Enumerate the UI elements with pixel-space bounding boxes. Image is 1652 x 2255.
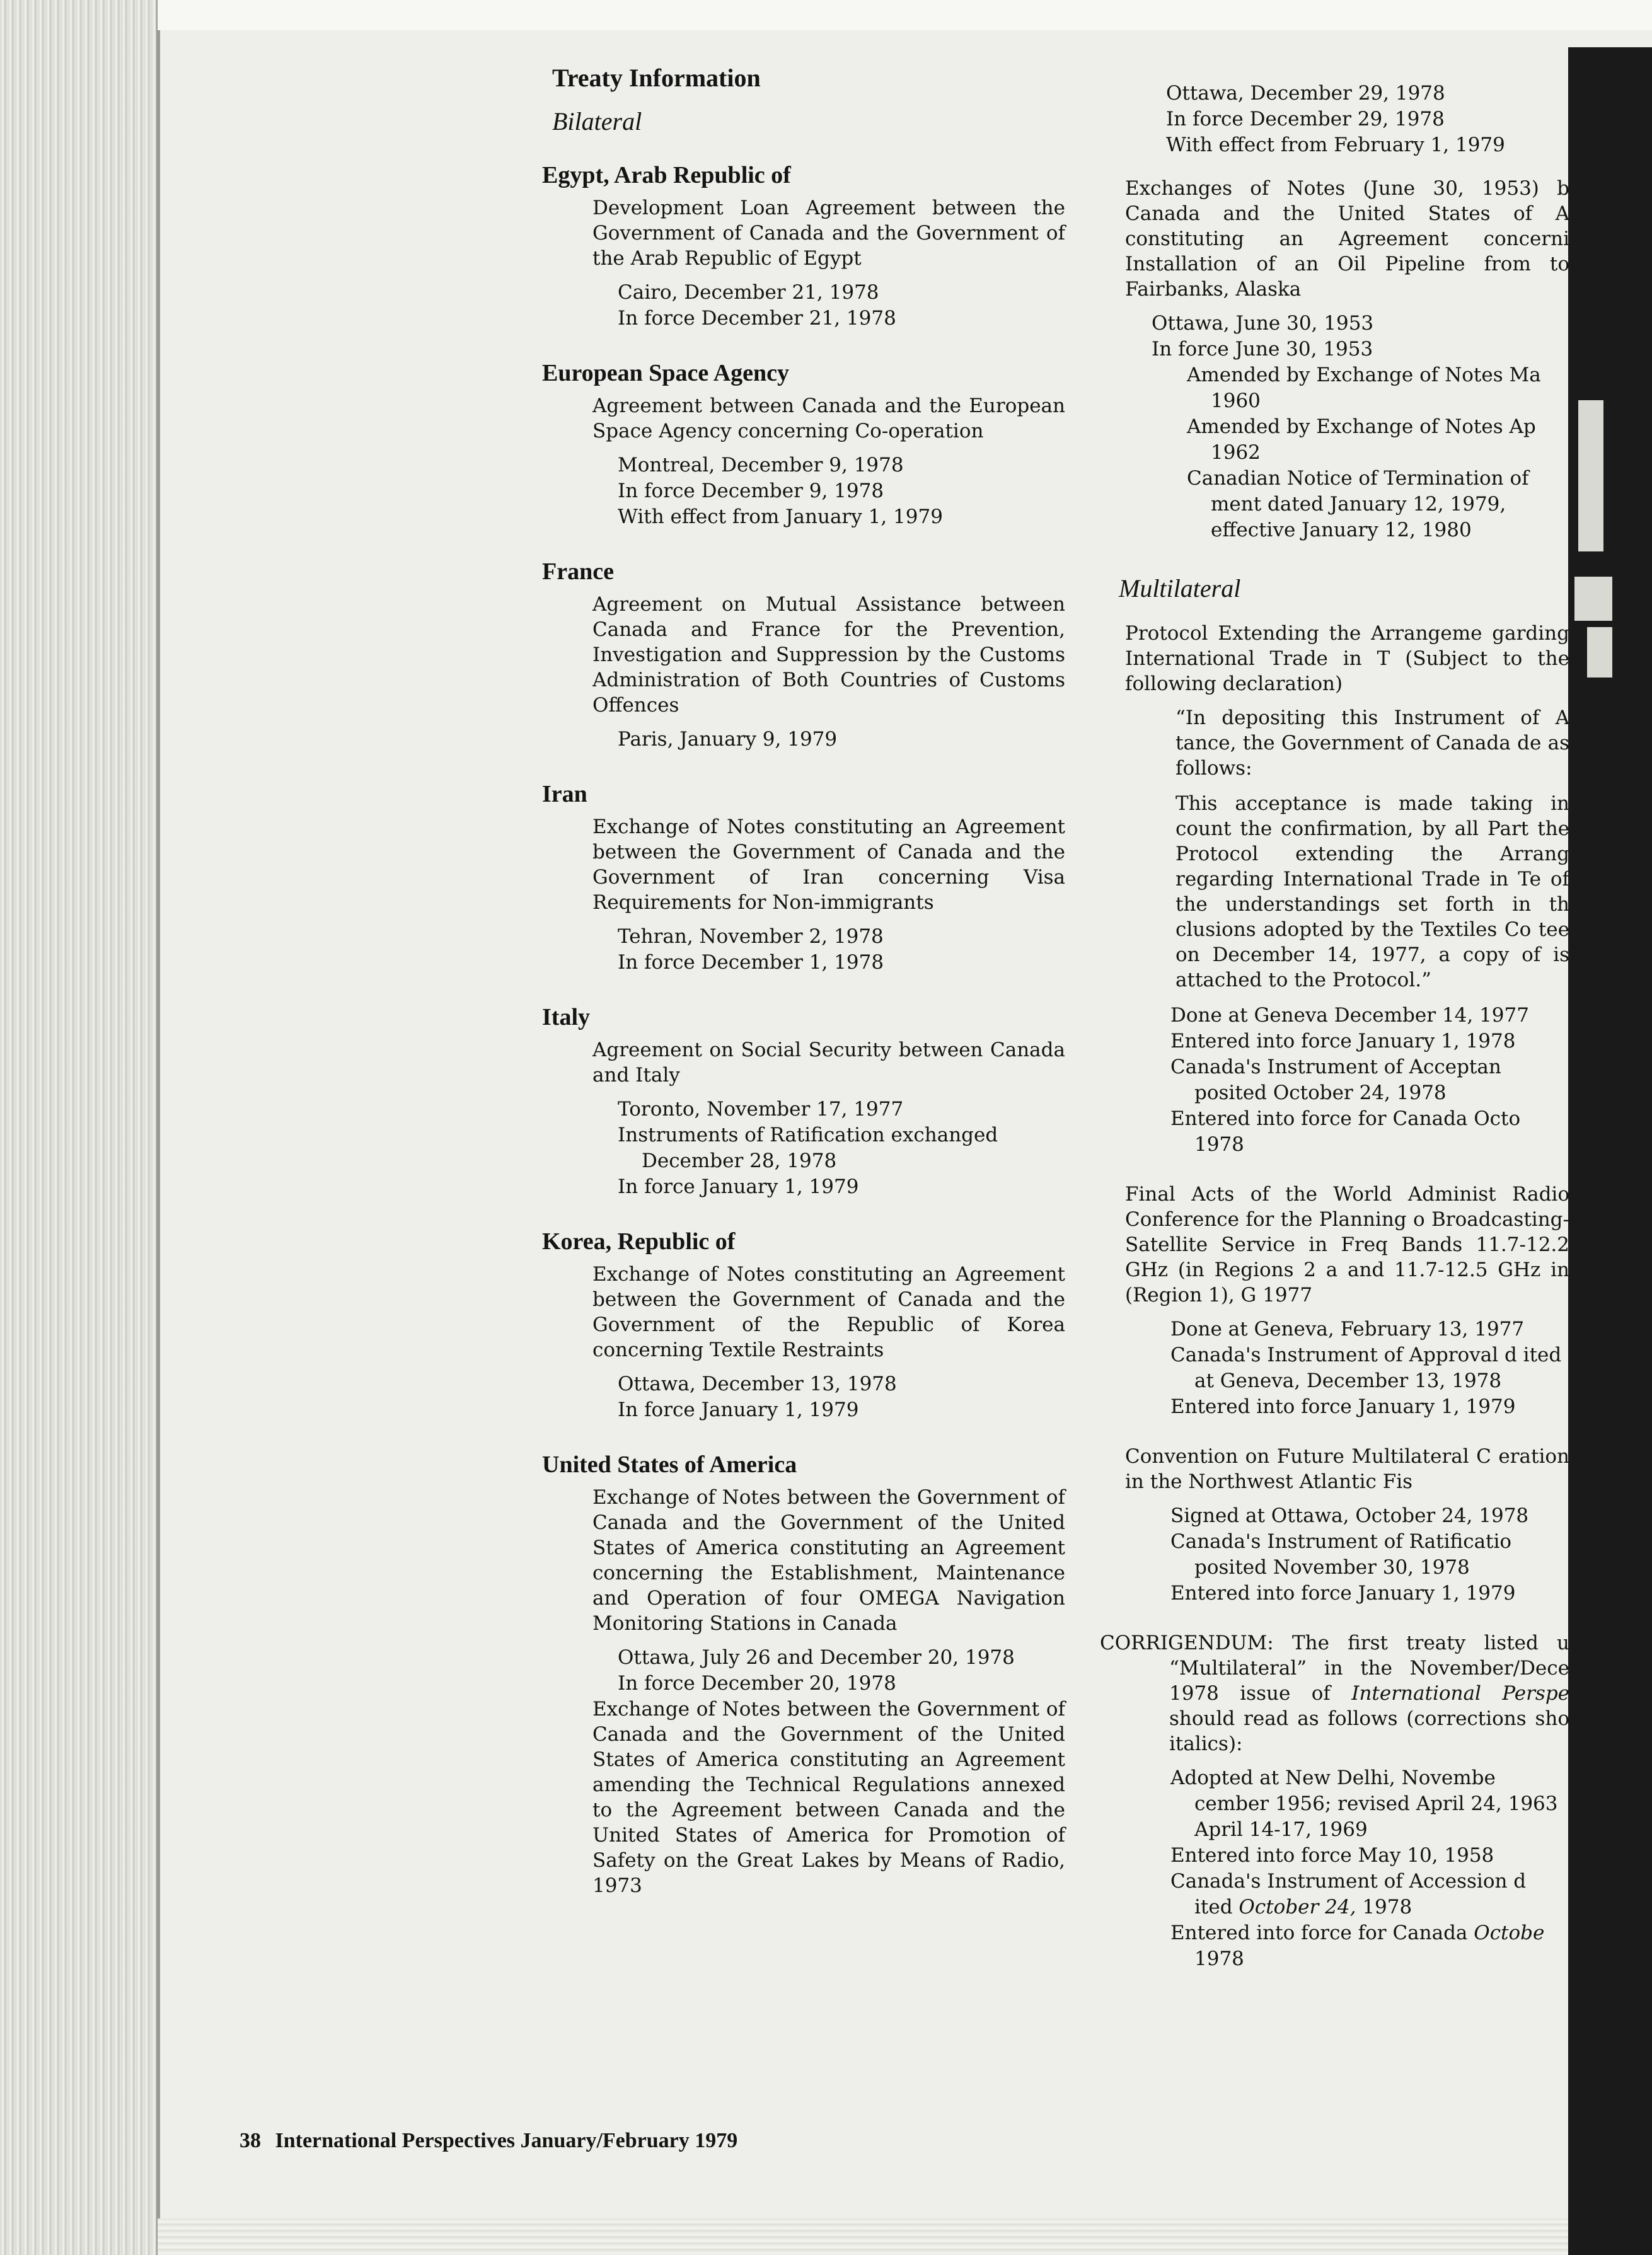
treaty-details <box>618 1097 1078 1200</box>
declaration-text: This acceptance is made taking in count the confirmation, by all Part the Protocol extending the Arrang regarding International Trade in Te of the understandings set forth in th clusions adopted by the Textiles Co tee on December 14, 1977, a copy of is attached to the Protocol.” <box>1175 792 1569 991</box>
detail-line: Canada's Instrument of Acceptan posited October 24, 1978 <box>1170 1056 1501 1104</box>
detail-line: Entered into force January 1, 1979 <box>1170 1395 1516 1418</box>
detail-line: In force January 1, 1979 <box>618 1175 859 1198</box>
treaty-amendments <box>1187 362 1569 543</box>
country-group <box>529 1003 1078 1200</box>
treaty-text: Development Loan Agreement between the Government of Canada and the Government of the Arab Republic of Egypt <box>592 197 1065 270</box>
detail-line: Entered into force for Canada Octo 1978 <box>1170 1107 1521 1156</box>
multilateral-treaty <box>1100 621 1569 1158</box>
treaty-text: Final Acts of the World Administ Radio Conference for the Planning o Broadcasting-Satellite Service in Freq Bands 11.7-12.2 GHz (in Regions 2 a and 11.7-12.5 GHz in (Region 1), G 1977 <box>1125 1183 1569 1306</box>
detail-line: Montreal, December 9, 1978 <box>618 454 904 476</box>
treaty-text: Agreement on Mutual Assistance between Canada and France for the Prevention, Investigation and Suppression by the Customs Administration of Both Countries of Customs Offences <box>592 593 1065 717</box>
detail-line: In force December 20, 1978 <box>618 1672 896 1695</box>
detail-line: Entered into force January 1, 1979 <box>1170 1582 1516 1605</box>
right-column <box>1100 81 1569 1972</box>
country-name: United States of America <box>542 1451 797 1478</box>
multilateral-list <box>1100 621 1569 1606</box>
detail-text: 1978 <box>1356 1896 1412 1918</box>
detail-text: Adopted at New Delhi, Novembe cember 1956; revised April 24, 1963 April 14-17, 1969 <box>1170 1767 1558 1841</box>
detail-line <box>1170 1765 1569 1843</box>
detail-line: Ottawa, December 13, 1978 <box>618 1373 897 1395</box>
treaty-text: Protocol Extending the Arrangeme garding International Trade in T (Subject to the following declaration) <box>1125 622 1569 695</box>
treaty-details <box>618 727 1078 753</box>
detail-line: Ottawa, June 30, 1953 <box>1152 312 1374 335</box>
country-name: Italy <box>542 1004 590 1030</box>
detail-line: Tehran, November 2, 1978 <box>618 925 884 948</box>
treaty-details <box>618 924 1078 976</box>
detail-text: 1978 <box>1194 1947 1244 1970</box>
page-top-edge <box>158 0 1652 30</box>
detail-line: In force December 9, 1978 <box>618 480 884 502</box>
bilateral-heading: Bilateral <box>552 107 642 136</box>
detail-line <box>1170 1920 1569 1972</box>
treaty-text: Exchange of Notes between the Government of Canada and the Government of the United States of America constituting an Agreement amending the Technical Regulations annexed to the Agreement between Canada and the United States of America for Promotion of Safety on the Great Lakes by Means of Radio, 1973 <box>592 1698 1065 1897</box>
detail-line: Amended by Exchange of Notes Ma 1960 <box>1187 364 1541 412</box>
treaty-details <box>1170 1503 1569 1606</box>
detail-line <box>1170 1843 1569 1869</box>
detail-correction: October 24, <box>1239 1896 1356 1918</box>
detail-line: Toronto, November 17, 1977 <box>618 1098 904 1121</box>
country-name: European Space Agency <box>542 360 790 386</box>
section-title: Treaty Information <box>552 64 761 92</box>
country-name: Iran <box>542 781 587 807</box>
page-number: 38 <box>240 2129 261 2152</box>
treaty-details <box>618 453 1078 530</box>
detail-line: Ottawa, July 26 and December 20, 1978 <box>618 1646 1015 1669</box>
detail-line: In force December 1, 1978 <box>618 951 884 974</box>
detail-text: Entered into force for Canada <box>1170 1922 1474 1944</box>
bilateral-list <box>529 161 1078 1898</box>
corrigendum-details <box>1170 1765 1569 1972</box>
treaty-text: Exchange of Notes constituting an Agreement between the Government of Canada and the Government of the Republic of Korea concerning Textile Restraints <box>592 1263 1065 1361</box>
facing-page-bleed <box>1568 47 1652 2255</box>
treaty-text: Agreement between Canada and the European Space Agency concerning Co-operation <box>592 395 1065 442</box>
oil-pipeline-treaty <box>1100 176 1569 543</box>
country-name: France <box>542 558 614 585</box>
detail-correction: Octobe <box>1474 1922 1545 1944</box>
treaty-text: Exchange of Notes constituting an Agreement between the Government of Canada and the Government of Iran concerning Visa Requirements for Non-immigrants <box>592 816 1065 914</box>
left-column <box>529 63 1078 1926</box>
treaty-text: Exchanges of Notes (June 30, 1953) b Canada and the United States of A constituting an Agreement concerni Installation of an Oil Pipeline from to Fairbanks, Alaska <box>1125 177 1569 301</box>
detail-line: Amended by Exchange of Notes Ap 1962 <box>1187 415 1536 464</box>
corrigendum-text-end: should read as follows (corrections sho italics): <box>1169 1707 1569 1755</box>
detail-line: In force January 1, 1979 <box>618 1399 859 1421</box>
treaty-details <box>618 1645 1078 1697</box>
multilateral-treaty <box>1100 1182 1569 1420</box>
country-group <box>529 558 1078 753</box>
corrigendum-italic: International Perspe <box>1351 1682 1570 1705</box>
treaty-text: Convention on Future Multilateral C eration in the Northwest Atlantic Fis <box>1125 1445 1569 1493</box>
spine-edge <box>156 0 160 2255</box>
country-group <box>529 1451 1078 1898</box>
treaty-text: Agreement on Social Security between Canada and Italy <box>592 1039 1065 1087</box>
page-footer <box>240 2129 737 2153</box>
book-spine <box>0 0 158 2255</box>
detail-line: With effect from February 1, 1979 <box>1166 134 1505 156</box>
multilateral-heading: Multilateral <box>1119 574 1241 603</box>
corrigendum <box>1100 1630 1569 1756</box>
detail-line: Done at Geneva, February 13, 1977 <box>1170 1318 1525 1341</box>
treaty-details <box>1152 311 1569 362</box>
detail-line: Paris, January 9, 1979 <box>618 728 838 751</box>
detail-line: Cairo, December 21, 1978 <box>618 281 879 304</box>
treaty-details <box>1170 1003 1569 1158</box>
continued-details <box>1166 81 1569 158</box>
country-name: Korea, Republic of <box>542 1228 736 1255</box>
corrigendum-text: The first treaty listed u “Multilateral” in the November/Dece 1978 issue of <box>1169 1632 1569 1705</box>
treaty-details <box>1170 1317 1569 1420</box>
detail-line: Canadian Notice of Termination of ment dated January 12, 1979, effective January 12, 1980 <box>1187 467 1529 541</box>
detail-line: Signed at Ottawa, October 24, 1978 <box>1170 1504 1529 1527</box>
country-name: Egypt, Arab Republic of <box>542 162 791 188</box>
treaty-text: Exchange of Notes between the Government of Canada and the Government of the United States of America constituting an Agreement concerning the Establishment, Maintenance and Operation of four OMEGA Navigation Monitoring Stations in Canada <box>592 1486 1065 1635</box>
detail-line: In force June 30, 1953 <box>1152 338 1373 360</box>
detail-line: With effect from January 1, 1979 <box>618 505 943 528</box>
declaration-text: “In depositing this Instrument of A tance, the Government of Canada de as follows: <box>1175 706 1569 780</box>
country-group <box>529 780 1078 976</box>
treaty-details <box>618 1371 1078 1423</box>
country-group <box>529 161 1078 332</box>
detail-line: Entered into force January 1, 1978 <box>1170 1030 1516 1053</box>
treaty-details <box>618 280 1078 332</box>
corrigendum-label: CORRIGENDUM: <box>1100 1632 1274 1654</box>
detail-text: Canada's Instrument of Accession d ited <box>1170 1870 1527 1918</box>
detail-line <box>1170 1869 1569 1920</box>
detail-text: Entered into force May 10, 1958 <box>1170 1844 1494 1867</box>
country-group <box>529 359 1078 530</box>
page-bottom-edge <box>158 2218 1568 2255</box>
detail-line: Instruments of Ratification exchanged December 28, 1978 <box>618 1124 998 1172</box>
country-group <box>529 1228 1078 1423</box>
detail-line: In force December 21, 1978 <box>618 307 896 330</box>
detail-line: Canada's Instrument of Ratificatio posited November 30, 1978 <box>1170 1530 1512 1579</box>
detail-line: Canada's Instrument of Approval d ited at Geneva, December 13, 1978 <box>1170 1344 1562 1392</box>
multilateral-treaty <box>1100 1444 1569 1606</box>
detail-line: In force December 29, 1978 <box>1166 108 1445 130</box>
footer-title: International Perspectives January/February 1979 <box>275 2129 738 2152</box>
detail-line: Ottawa, December 29, 1978 <box>1166 82 1445 105</box>
detail-line: Done at Geneva December 14, 1977 <box>1170 1004 1529 1027</box>
